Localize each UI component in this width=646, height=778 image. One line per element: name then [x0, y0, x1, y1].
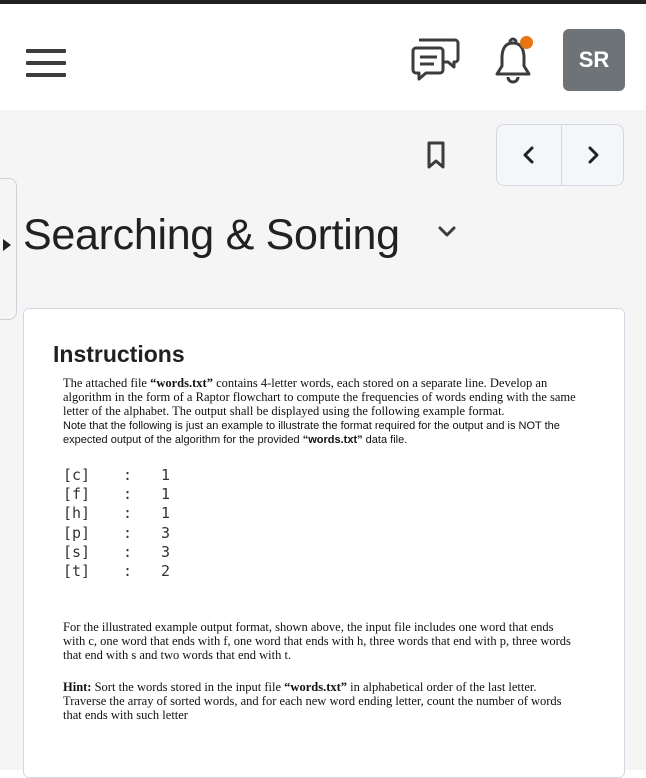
page-title: Searching & Sorting [23, 211, 400, 259]
example-row: [f] : 1 [63, 485, 171, 504]
filename: “words.txt” [302, 434, 363, 446]
explanation-paragraph: For the illustrated example output format, shown above, the input file includes one word that ends with c, one word that ends with f, one word that ends with h, three words that end with p, three words that end with s and two words that end with t. [63, 620, 571, 662]
hint-paragraph: Hint: Sort the words stored in the input file “words.txt” in alphabetical order of the last letter. Traverse the array of sorted words, and for each new word ending letter, count the number of words that ends with such letter [63, 680, 562, 722]
user-avatar[interactable]: SR [563, 29, 625, 91]
caret-right-icon [2, 238, 12, 252]
bell-icon[interactable] [486, 32, 542, 88]
previous-topic-button[interactable] [497, 125, 562, 185]
chevron-right-icon [585, 145, 601, 165]
bookmark-icon[interactable] [425, 140, 447, 170]
example-row: [h] : 1 [63, 504, 171, 523]
intro-paragraph: The attached file “words.txt” contains 4-letter words, each stored on a separate line. Develop an algorithm in the form of a Raptor flowchart to compute the frequencies of words ending with the same letter of the alphabet. The output shall be displayed using the following example format. [63, 376, 576, 418]
next-topic-button[interactable] [561, 125, 624, 185]
example-row: [s] : 3 [63, 542, 171, 561]
example-row: [t] : 2 [63, 561, 171, 580]
topic-navigation [496, 124, 624, 186]
menu-icon[interactable] [26, 49, 66, 77]
chat-icon[interactable] [410, 34, 462, 86]
chevron-down-icon[interactable] [436, 224, 458, 240]
notification-dot [520, 36, 533, 49]
filename: “words.txt” [150, 376, 213, 390]
top-header [0, 4, 646, 110]
example-output [63, 466, 223, 581]
example-row: [c] : 1 [63, 466, 171, 484]
filename: “words.txt” [284, 680, 348, 694]
card-heading: Instructions [53, 341, 185, 367]
note-paragraph: Note that the following is just an example to illustrate the format required for the output and is NOT the expected output of the algorithm for the provided “words.txt” data file. [63, 420, 560, 446]
chevron-left-icon [521, 145, 537, 165]
hint-label: Hint: [63, 680, 92, 694]
example-row: [p] : 3 [63, 523, 171, 542]
